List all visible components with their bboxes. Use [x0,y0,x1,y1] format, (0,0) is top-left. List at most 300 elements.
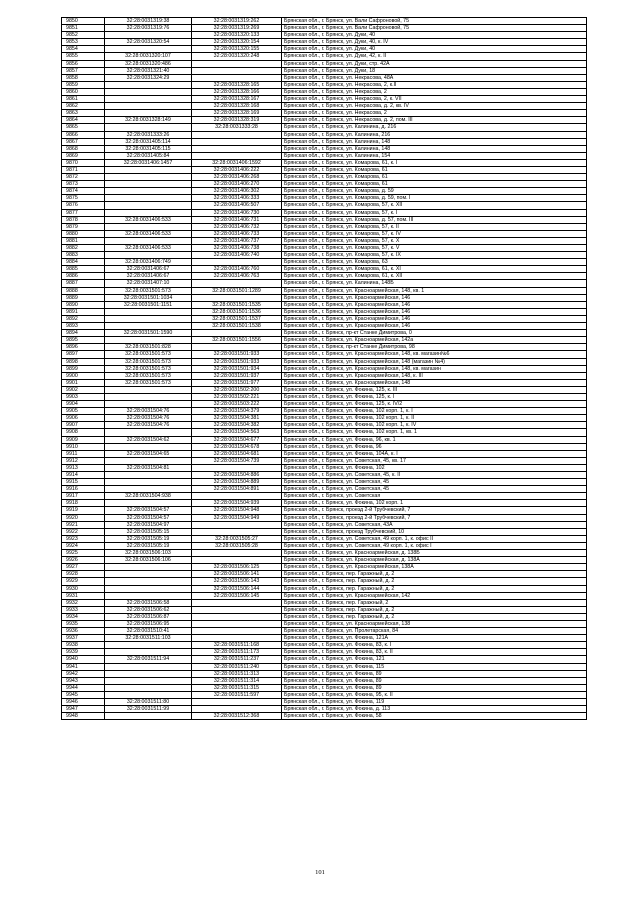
table-row [62,308,587,315]
building-cadastral-number-cell [192,613,282,620]
address-cell: Брянская обл., г. Брянск, ул. Красноармейская, 148, к. III [282,372,587,379]
table-row [62,67,587,74]
land-cadastral-number-cell: 32:28:0031405:115 [105,145,192,152]
row-number-cell: 9940 [62,656,105,663]
table-row [62,521,587,528]
land-cadastral-number-cell [105,691,192,698]
building-cadastral-number-cell: 32:28:0031501:1289 [192,287,282,294]
row-number-cell: 9913 [62,464,105,471]
building-cadastral-number-cell [192,635,282,642]
land-cadastral-number-cell [105,684,192,691]
row-number-cell: 9915 [62,479,105,486]
table-row [62,372,587,379]
land-cadastral-number-cell: 32:28:0031320:486 [105,60,192,67]
registry-table [61,17,587,720]
building-cadastral-number-cell: 32:28:0031511:597 [192,691,282,698]
table-row [62,152,587,159]
row-number-cell: 9948 [62,713,105,720]
address-cell: Брянская обл., г. Брянск, ул. Дуки, стр. 42А [282,60,587,67]
row-number-cell: 9866 [62,131,105,138]
address-cell: Брянская обл., г. Брянск, ул. Красноармейская, 146 [282,301,587,308]
building-cadastral-number-cell: 32:28:0031328:319 [192,117,282,124]
address-cell: Брянская обл., г. Брянск, ул. Комарова, 61, к. XI [282,266,587,273]
building-cadastral-number-cell: 32:28:0031406:268 [192,174,282,181]
address-cell: Брянская обл., г. Брянск, ул. Комарова, 61, к. I [282,159,587,166]
table-row [62,649,587,656]
land-cadastral-number-cell: 32:28:0031333:26 [105,131,192,138]
land-cadastral-number-cell [105,308,192,315]
table-row [62,365,587,372]
address-cell: Брянская обл., г. Брянск, проезд Трубчевский, 10 [282,528,587,535]
table-row [62,88,587,95]
row-number-cell: 9947 [62,706,105,713]
table-row [62,663,587,670]
building-cadastral-number-cell: 32:28:0031320:154 [192,39,282,46]
row-number-cell: 9912 [62,457,105,464]
building-cadastral-number-cell: 32:28:0031406:732 [192,223,282,230]
address-cell: Брянская обл., г. Брянск, ул. Красноармейская, 142 [282,592,587,599]
building-cadastral-number-cell [192,294,282,301]
address-cell: Брянская обл., г. Брянск, ул. Некрасова, 48А [282,74,587,81]
address-cell: Брянская обл., г. Брянск, ул. Фокина, 102 корп. 1, к. I [282,408,587,415]
table-row [62,145,587,152]
land-cadastral-number-cell [105,202,192,209]
row-number-cell: 9905 [62,408,105,415]
land-cadastral-number-cell: 32:28:0031505:19 [105,535,192,542]
row-number-cell: 9944 [62,684,105,691]
row-number-cell: 9860 [62,88,105,95]
address-cell: Брянская обл., г. Брянск, ул. Комарова, 57, к. I [282,209,587,216]
building-cadastral-number-cell: 32:28:0031406:760 [192,266,282,273]
land-cadastral-number-cell: 32:28:0031504:62 [105,436,192,443]
row-number-cell: 9933 [62,606,105,613]
row-number-cell: 9862 [62,103,105,110]
row-number-cell: 9887 [62,280,105,287]
building-cadastral-number-cell [192,464,282,471]
row-number-cell: 9863 [62,110,105,117]
row-number-cell: 9898 [62,358,105,365]
row-number-cell: 9850 [62,18,105,25]
table-row [62,691,587,698]
land-cadastral-number-cell: 32:28:0031320:54 [105,39,192,46]
land-cadastral-number-cell: 32:28:0031501:573 [105,365,192,372]
land-cadastral-number-cell: 32:28:0031504:76 [105,415,192,422]
table-row [62,209,587,216]
address-cell: Брянская обл., г. Брянск, ул. Фокина, 102 корп. 1, кв. 1 [282,429,587,436]
table-row [62,110,587,117]
table-row [62,46,587,53]
land-cadastral-number-cell [105,642,192,649]
building-cadastral-number-cell [192,344,282,351]
address-cell: Брянская обл., г. Брянск, ул. Фокина, 125, к. I [282,393,587,400]
land-cadastral-number-cell: 32:28:0031504:81 [105,464,192,471]
building-cadastral-number-cell: 32:28:0031320:155 [192,46,282,53]
row-number-cell: 9877 [62,209,105,216]
land-cadastral-number-cell: 32:28:0031501:573 [105,351,192,358]
row-number-cell: 9901 [62,379,105,386]
building-cadastral-number-cell [192,330,282,337]
table-row [62,422,587,429]
building-cadastral-number-cell: 32:28:0031406:333 [192,195,282,202]
table-row [62,216,587,223]
table-row [62,181,587,188]
building-cadastral-number-cell: 32:28:0031504:948 [192,507,282,514]
row-number-cell: 9926 [62,557,105,564]
table-row [62,166,587,173]
building-cadastral-number-cell [192,599,282,606]
address-cell: Брянская обл., г. Брянск, ул. Советская, 43А [282,521,587,528]
building-cadastral-number-cell: 32:28:0031511:314 [192,677,282,684]
building-cadastral-number-cell: 32:28:0031504:563 [192,429,282,436]
table-row [62,53,587,60]
address-cell: Брянская обл., г. Брянск, ул. Фокина, 121А [282,635,587,642]
building-cadastral-number-cell: 32:28:0031511:240 [192,663,282,670]
row-number-cell: 9872 [62,174,105,181]
table-row [62,472,587,479]
land-cadastral-number-cell [105,223,192,230]
table-row [62,124,587,131]
table-row [62,174,587,181]
land-cadastral-number-cell [105,571,192,578]
row-number-cell: 9864 [62,117,105,124]
table-row [62,635,587,642]
land-cadastral-number-cell: 32:28:0031405:114 [105,138,192,145]
address-cell: Брянская обл., г. Брянск, ул. Красноармейская, 146 [282,308,587,315]
land-cadastral-number-cell [105,323,192,330]
building-cadastral-number-cell: 32:28:0031406:507 [192,202,282,209]
row-number-cell: 9929 [62,578,105,585]
row-number-cell: 9858 [62,74,105,81]
address-cell: Брянская обл., г. Брянск, ул. Калинина, 148 [282,145,587,152]
address-cell: Брянская обл., г. Брянск, ул. Советская, 49 корп. 1, к. офис II [282,535,587,542]
row-number-cell: 9871 [62,166,105,173]
land-cadastral-number-cell: 32:28:0031504:65 [105,450,192,457]
row-number-cell: 9922 [62,528,105,535]
land-cadastral-number-cell: 32:28:0031407:10 [105,280,192,287]
building-cadastral-number-cell: 32:28:0031504:379 [192,408,282,415]
row-number-cell: 9894 [62,330,105,337]
row-number-cell: 9879 [62,223,105,230]
address-cell: Брянская обл., г. Брянск, ул. Красноармейская, 138 [282,620,587,627]
row-number-cell: 9855 [62,53,105,60]
row-number-cell: 9883 [62,252,105,259]
row-number-cell: 9936 [62,628,105,635]
address-cell: Брянская обл., г. Брянск, пер. Гаражный, д. 2 [282,585,587,592]
row-number-cell: 9909 [62,436,105,443]
row-number-cell: 9920 [62,514,105,521]
building-cadastral-number-cell: 32:28:0031512:368 [192,713,282,720]
land-cadastral-number-cell: 32:28:0031501:828 [105,344,192,351]
address-cell: Брянская обл., г. Брянск, ул. Калинина, д. 216 [282,124,587,131]
table-row [62,81,587,88]
table-row [62,294,587,301]
building-cadastral-number-cell: 32:28:0031504:381 [192,415,282,422]
building-cadastral-number-cell: 32:28:0031406:733 [192,230,282,237]
row-number-cell: 9876 [62,202,105,209]
row-number-cell: 9943 [62,677,105,684]
address-cell: Брянская обл., г. Брянск, ул. Фокина, 83, к. II [282,649,587,656]
land-cadastral-number-cell: 32:28:0031501:573 [105,287,192,294]
row-number-cell: 9900 [62,372,105,379]
land-cadastral-number-cell [105,315,192,322]
address-cell: Брянская обл., г. Брянск, ул. Калинина, 216 [282,131,587,138]
building-cadastral-number-cell: 32:28:0031501:933 [192,358,282,365]
building-cadastral-number-cell: 32:28:0031406:730 [192,209,282,216]
building-cadastral-number-cell: 32:28:0031406:302 [192,188,282,195]
building-cadastral-number-cell: 32:28:0031333:28 [192,124,282,131]
building-cadastral-number-cell [192,606,282,613]
building-cadastral-number-cell: 32:28:0031501:977 [192,379,282,386]
address-cell: Брянская обл., г. Брянск, ул. Красноармейская, 142а [282,337,587,344]
row-number-cell: 9924 [62,542,105,549]
land-cadastral-number-cell: 32:28:0031406:67 [105,266,192,273]
table-row [62,386,587,393]
building-cadastral-number-cell [192,259,282,266]
land-cadastral-number-cell [105,585,192,592]
row-number-cell: 9861 [62,96,105,103]
table-row [62,96,587,103]
row-number-cell: 9932 [62,599,105,606]
address-cell: Брянская обл., г. Брянск, ул. Фокина, 95, к. II [282,691,587,698]
address-cell: Брянская обл., г. Брянск, ул. Дуки, 40 [282,46,587,53]
table-row [62,393,587,400]
table-row [62,408,587,415]
table-row [62,117,587,124]
building-cadastral-number-cell [192,699,282,706]
building-cadastral-number-cell: 32:28:0031319:262 [192,18,282,25]
land-cadastral-number-cell [105,96,192,103]
table-row [62,500,587,507]
building-cadastral-number-cell: 32:28:0031406:222 [192,166,282,173]
building-cadastral-number-cell: 32:28:0031328:169 [192,110,282,117]
address-cell: Брянская обл., г. Брянск, ул. Калинина, 148Б [282,280,587,287]
table-row [62,585,587,592]
table-row [62,684,587,691]
address-cell: Брянская обл., г. Брянск, ул. Дуки, 18 [282,67,587,74]
row-number-cell: 9875 [62,195,105,202]
building-cadastral-number-cell [192,493,282,500]
table-row [62,642,587,649]
table-row [62,713,587,720]
address-cell: Брянская обл., г. Брянск, ул. Дуки, 40, к. IV [282,39,587,46]
table-row [62,379,587,386]
address-cell: Брянская обл., г. Брянск, ул. Советская, 45 [282,479,587,486]
land-cadastral-number-cell: 32:28:0031511:99 [105,706,192,713]
building-cadastral-number-cell: 32:28:0031504:886 [192,472,282,479]
address-cell: Брянская обл., г. Брянск, проезд 2-й Трубчевский, 7 [282,514,587,521]
address-cell: Брянская обл., г. Брянск, ул. Некрасова, 2 [282,110,587,117]
table-row [62,32,587,39]
land-cadastral-number-cell: 32:28:0031506:62 [105,606,192,613]
address-cell: Брянская обл., г. Брянск, ул. Красноармейская, 138А [282,564,587,571]
table-row [62,464,587,471]
land-cadastral-number-cell [105,188,192,195]
address-cell: Брянская обл., г. Брянск, пер. Гаражный, д. 2 [282,571,587,578]
address-cell: Брянская обл., г. Брянск, пер. Гаражный, д. 2 [282,578,587,585]
table-row [62,628,587,635]
address-cell: Брянская обл., г. Брянск, ул. Фокина, 102 [282,464,587,471]
land-cadastral-number-cell [105,564,192,571]
building-cadastral-number-cell: 32:28:0031504:739 [192,457,282,464]
building-cadastral-number-cell [192,138,282,145]
building-cadastral-number-cell: 32:28:0031501:1538 [192,323,282,330]
row-number-cell: 9934 [62,613,105,620]
address-cell: Брянская обл., г. Брянск, ул. Фокина, 89 [282,684,587,691]
land-cadastral-number-cell: 32:28:0031506:106 [105,557,192,564]
table-row [62,599,587,606]
row-number-cell: 9918 [62,500,105,507]
address-cell: Брянская обл., г. Брянск, ул. Калинина, 148 [282,138,587,145]
table-row [62,564,587,571]
land-cadastral-number-cell: 32:28:0031406:533 [105,230,192,237]
row-number-cell: 9891 [62,308,105,315]
row-number-cell: 9914 [62,472,105,479]
table-row [62,550,587,557]
building-cadastral-number-cell: 32:28:0031504:889 [192,479,282,486]
row-number-cell: 9878 [62,216,105,223]
table-row [62,273,587,280]
land-cadastral-number-cell [105,486,192,493]
land-cadastral-number-cell: 32:28:0031506:103 [105,550,192,557]
land-cadastral-number-cell: 32:28:0031501:573 [105,358,192,365]
address-cell: Брянская обл., г. Брянск, ул. Комарова, д. 59 [282,188,587,195]
table-row [62,337,587,344]
registry-body [62,18,587,720]
land-cadastral-number-cell [105,46,192,53]
address-cell: Брянская обл., г. Брянск, ул. Комарова, 61 [282,166,587,173]
building-cadastral-number-cell [192,628,282,635]
address-cell: Брянская обл., г. Брянск, ул. Комарова, 57, к. V [282,245,587,252]
row-number-cell: 9856 [62,60,105,67]
row-number-cell: 9882 [62,245,105,252]
building-cadastral-number-cell: 32:28:0031505:27 [192,535,282,542]
building-cadastral-number-cell: 32:28:0031505:28 [192,542,282,549]
land-cadastral-number-cell [105,713,192,720]
table-row [62,351,587,358]
land-cadastral-number-cell [105,663,192,670]
building-cadastral-number-cell: 32:28:0031504:949 [192,514,282,521]
building-cadastral-number-cell [192,706,282,713]
row-number-cell: 9853 [62,39,105,46]
table-row [62,18,587,25]
address-cell: Брянская обл., г. Брянск, пер. Гаражный, 2 [282,599,587,606]
address-cell: Брянская обл., г. Брянск, ул. Комарова, 57, к. II [282,223,587,230]
table-row [62,592,587,599]
land-cadastral-number-cell: 32:28:0031328:149 [105,117,192,124]
land-cadastral-number-cell: 32:28:0031511:80 [105,699,192,706]
land-cadastral-number-cell: 32:28:0031506:87 [105,613,192,620]
table-row [62,188,587,195]
address-cell: Брянская обл., г. Брянск, ул. Вали Сафроновой, 75 [282,18,587,25]
table-row [62,280,587,287]
building-cadastral-number-cell: 32:28:0031406:738 [192,245,282,252]
land-cadastral-number-cell: 32:28:0031504:938 [105,493,192,500]
address-cell: Брянская обл., г. Брянск, ул. Советская, 49 корп. 1, к. офис I [282,542,587,549]
row-number-cell: 9870 [62,159,105,166]
row-number-cell: 9904 [62,401,105,408]
table-row [62,237,587,244]
land-cadastral-number-cell: 32:28:0031505:19 [105,542,192,549]
land-cadastral-number-cell: 32:28:0031405:84 [105,152,192,159]
row-number-cell: 9906 [62,415,105,422]
land-cadastral-number-cell [105,209,192,216]
row-number-cell: 9881 [62,237,105,244]
address-cell: Брянская обл., г. Брянск, ул. Комарова, д. 59, пом. I [282,195,587,202]
table-row [62,330,587,337]
address-cell: Брянская обл., г. Брянск, ул. Фокина, 83, к. I [282,642,587,649]
table-row [62,436,587,443]
land-cadastral-number-cell: 32:28:0031504:57 [105,507,192,514]
land-cadastral-number-cell [105,124,192,131]
row-number-cell: 9925 [62,550,105,557]
table-row [62,266,587,273]
table-row [62,138,587,145]
address-cell: Брянская обл., г. Брянск, ул. Красноармейская, 148, кв. магазин [282,365,587,372]
table-row [62,706,587,713]
address-cell: Брянская обл., г. Брянск, пер. Гаражный, д. 2 [282,613,587,620]
row-number-cell: 9865 [62,124,105,131]
address-cell: Брянская обл., г. Брянск, проезд 2-й Трубчевский, 7 [282,507,587,514]
address-cell: Брянская обл., г. Брянск, ул. Фокина, 89 [282,677,587,684]
address-cell: Брянская обл., г. Брянск, ул. Советская, 45, к. II [282,472,587,479]
building-cadastral-number-cell: 32:28:0031506:143 [192,578,282,585]
row-number-cell: 9885 [62,266,105,273]
table-row [62,613,587,620]
row-number-cell: 9893 [62,323,105,330]
table-row [62,479,587,486]
address-cell: Брянская обл., г. Брянск, ул. Советская, 45, кв. 17 [282,457,587,464]
table-row [62,514,587,521]
address-cell: Брянская обл., г. Брянск, ул. Красноармейская, 146 [282,294,587,301]
address-cell: Брянская обл., г. Брянск, ул. Фокина, 102 корп. 1, к. IV [282,422,587,429]
land-cadastral-number-cell [105,443,192,450]
building-cadastral-number-cell [192,550,282,557]
building-cadastral-number-cell: 32:28:0031406:740 [192,252,282,259]
land-cadastral-number-cell: 32:28:0031321:40 [105,67,192,74]
address-cell: Брянская обл., г. Брянск, ул. Фокина, 102 корп. 1 [282,500,587,507]
building-cadastral-number-cell: 32:28:0031511:168 [192,642,282,649]
row-number-cell: 9939 [62,649,105,656]
land-cadastral-number-cell: 32:28:0031406:749 [105,259,192,266]
building-cadastral-number-cell: 32:28:0031504:939 [192,500,282,507]
row-number-cell: 9892 [62,315,105,322]
land-cadastral-number-cell [105,578,192,585]
land-cadastral-number-cell [105,110,192,117]
land-cadastral-number-cell [105,103,192,110]
row-number-cell: 9874 [62,188,105,195]
address-cell: Брянская обл., г. Брянск, ул. Красноармейская, д. 138Б [282,550,587,557]
row-number-cell: 9931 [62,592,105,599]
land-cadastral-number-cell: 32:28:0031501:573 [105,379,192,386]
land-cadastral-number-cell [105,174,192,181]
table-row [62,670,587,677]
land-cadastral-number-cell: 32:28:0031324:29 [105,74,192,81]
address-cell: Брянская обл., г. Брянск, ул. Красноармейская, 148, кв. 1 [282,287,587,294]
building-cadastral-number-cell: 32:28:0031501:1537 [192,315,282,322]
building-cadastral-number-cell: 32:28:0031328:165 [192,81,282,88]
address-cell: Брянская обл., г. Брянск, ул. Фокина, 96, кв. 1 [282,436,587,443]
address-cell: Брянская обл., г. Брянск, ул. Фокина, 58 [282,713,587,720]
table-row [62,578,587,585]
table-row [62,259,587,266]
row-number-cell: 9868 [62,145,105,152]
building-cadastral-number-cell [192,131,282,138]
row-number-cell: 9923 [62,535,105,542]
land-cadastral-number-cell [105,479,192,486]
table-row [62,358,587,365]
row-number-cell: 9938 [62,642,105,649]
row-number-cell: 9890 [62,301,105,308]
